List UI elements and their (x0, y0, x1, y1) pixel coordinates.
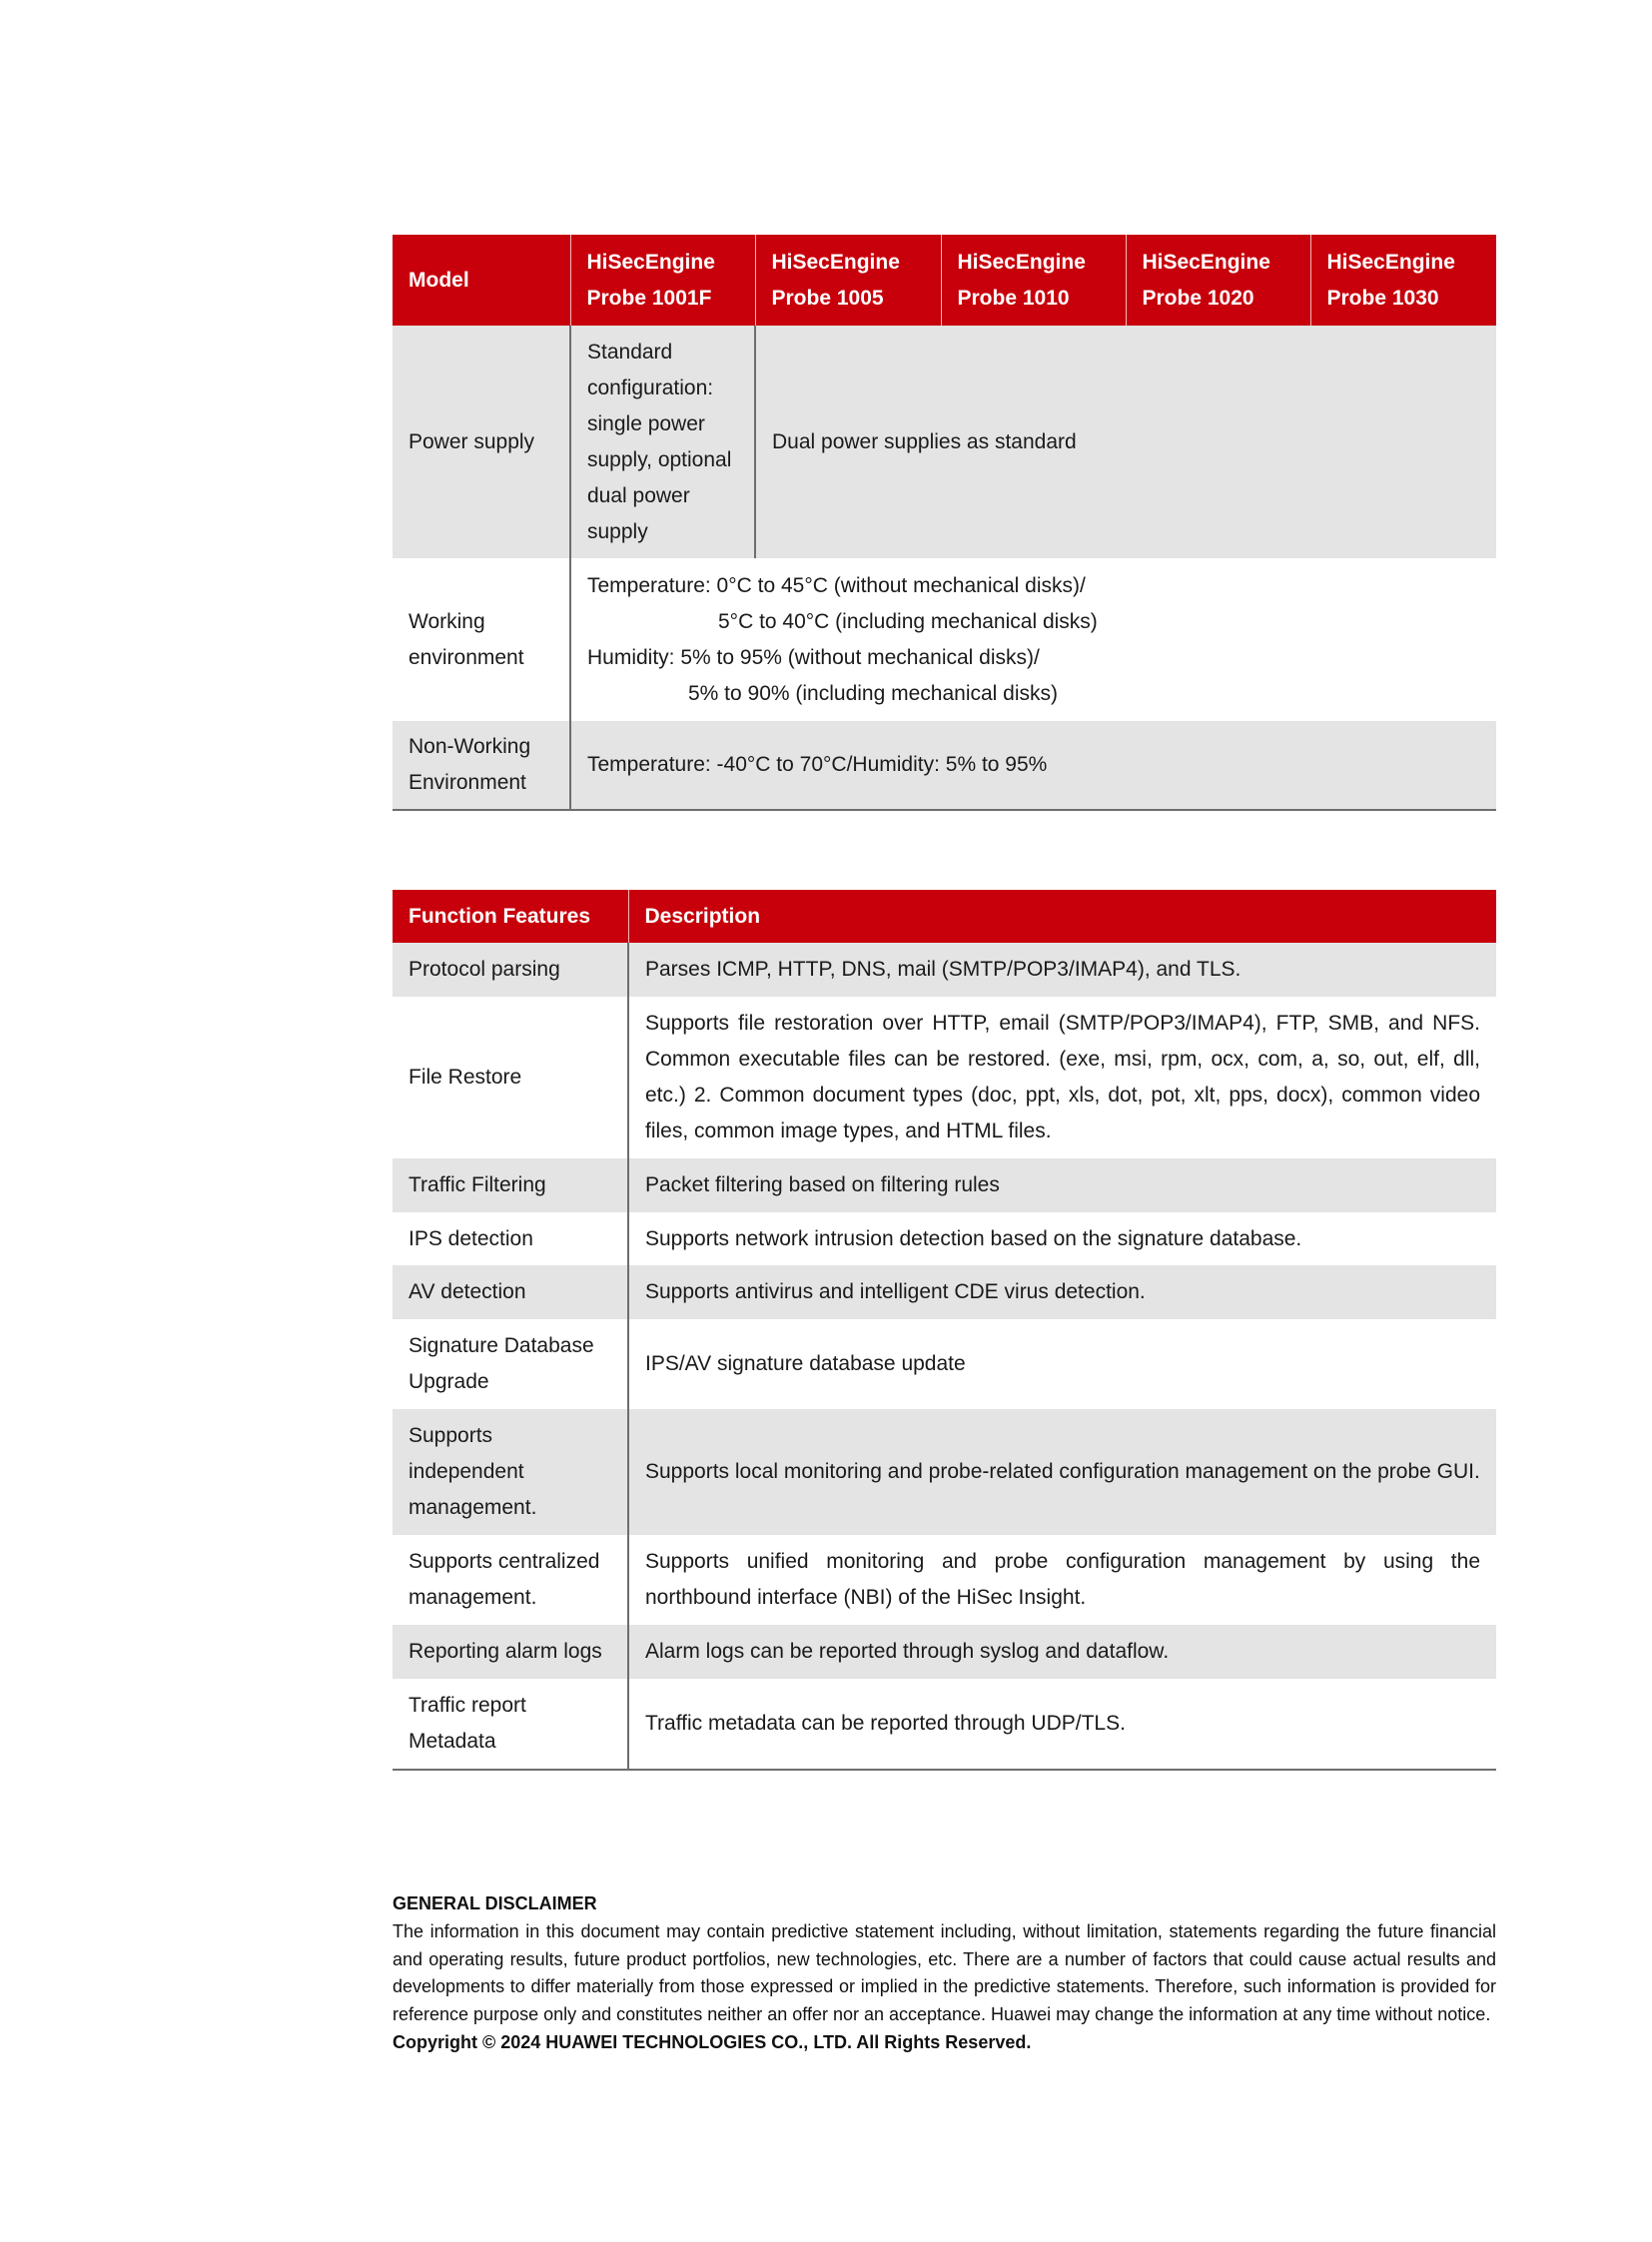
feature-description: Packet filtering based on filtering rules (628, 1158, 1496, 1212)
row-label: Power supply (393, 326, 570, 558)
feature-name: Supports centralized management. (393, 1535, 628, 1625)
features-table-body (393, 943, 1496, 1770)
table-row (393, 1212, 1496, 1265)
table-row-power-supply (393, 326, 1496, 558)
feature-name: File Restore (393, 997, 628, 1158)
header-probe-1005: HiSecEngine Probe 1005 (755, 235, 941, 326)
disclaimer-heading: GENERAL DISCLAIMER (393, 1893, 597, 1913)
feature-name: Traffic Filtering (393, 1158, 628, 1212)
disclaimer-body: The information in this document may contain predictive statement including, without limitation, statements regarding the future financial and operating results, future product portfolios, new technologies, etc. There are a number of factors that could cause actual results and developments to differ materially from those expressed or implied in the predictive statements. Therefore, such information is provided for reference purpose only and constitutes neither an offer nor an acceptance. Huawei may change the information at any time without notice. (393, 1920, 1496, 2025)
feature-description: Traffic metadata can be reported through UDP/TLS. (628, 1679, 1496, 1770)
power-supply-1001f: Standard configuration: single power supply, optional dual power supply (570, 326, 755, 558)
feature-name: Supports independent management. (393, 1409, 628, 1535)
header-model: Model (393, 235, 570, 326)
row-label: Working environment (393, 558, 570, 721)
feature-description: Supports local monitoring and probe-related configuration management on the probe GUI. (628, 1409, 1496, 1535)
table-row (393, 1409, 1496, 1535)
feature-name: Signature Database Upgrade (393, 1319, 628, 1409)
feature-description: Alarm logs can be reported through syslog and dataflow. (628, 1625, 1496, 1679)
feature-description: IPS/AV signature database update (628, 1319, 1496, 1409)
header-probe-1001f: HiSecEngine Probe 1001F (570, 235, 755, 326)
table-row (393, 1265, 1496, 1319)
table-row (393, 1625, 1496, 1679)
features-table-header (393, 890, 1496, 943)
header-probe-1030: HiSecEngine Probe 1030 (1310, 235, 1496, 326)
power-supply-others: Dual power supplies as standard (755, 326, 1496, 558)
table-row (393, 1158, 1496, 1212)
header-probe-1010: HiSecEngine Probe 1010 (941, 235, 1126, 326)
feature-name: Protocol parsing (393, 943, 628, 997)
features-table (393, 890, 1496, 1771)
feature-name: Reporting alarm logs (393, 1625, 628, 1679)
header-function-features: Function Features (393, 890, 628, 943)
table-row-non-working-environment (393, 721, 1496, 810)
table-row-working-environment (393, 558, 1496, 721)
feature-description: Supports file restoration over HTTP, email (SMTP/POP3/IMAP4), FTP, SMB, and NFS. Common executable files can be restored. (exe, msi, rpm, ocx, com, a, so, out, elf, dll, etc.) 2. Common document types (doc, ppt, xls, dot, pot, xlt, pps, docx), common video files, common image types, and HTML files. (628, 997, 1496, 1158)
row-label: Non-Working Environment (393, 721, 570, 810)
table-row (393, 943, 1496, 997)
general-disclaimer (393, 1890, 1496, 2057)
feature-description: Supports antivirus and intelligent CDE virus detection. (628, 1265, 1496, 1319)
table-row (393, 1319, 1496, 1409)
table-row (393, 1535, 1496, 1625)
non-working-environment-value: Temperature: -40°C to 70°C/Humidity: 5% to 95% (570, 721, 1496, 810)
feature-name: IPS detection (393, 1212, 628, 1265)
copyright-notice: Copyright © 2024 HUAWEI TECHNOLOGIES CO., LTD. All Rights Reserved. (393, 2031, 1032, 2052)
feature-name: AV detection (393, 1265, 628, 1319)
header-probe-1020: HiSecEngine Probe 1020 (1126, 235, 1310, 326)
table-row (393, 1679, 1496, 1770)
header-description: Description (628, 890, 1496, 943)
working-environment-value: Temperature: 0°C to 45°C (without mechanical disks)/ 5°C to 40°C (including mechanical disks) Humidity: 5% to 95% (without mechanical disks)/ 5% to 90% (including mechanical disks) (570, 558, 1496, 721)
specs-table (393, 235, 1496, 811)
feature-name: Traffic report Metadata (393, 1679, 628, 1770)
feature-description: Parses ICMP, HTTP, DNS, mail (SMTP/POP3/IMAP4), and TLS. (628, 943, 1496, 997)
feature-description: Supports unified monitoring and probe configuration management by using the northbound interface (NBI) of the HiSec Insight. (628, 1535, 1496, 1625)
specs-table-header (393, 235, 1496, 326)
table-row (393, 997, 1496, 1158)
feature-description: Supports network intrusion detection based on the signature database. (628, 1212, 1496, 1265)
